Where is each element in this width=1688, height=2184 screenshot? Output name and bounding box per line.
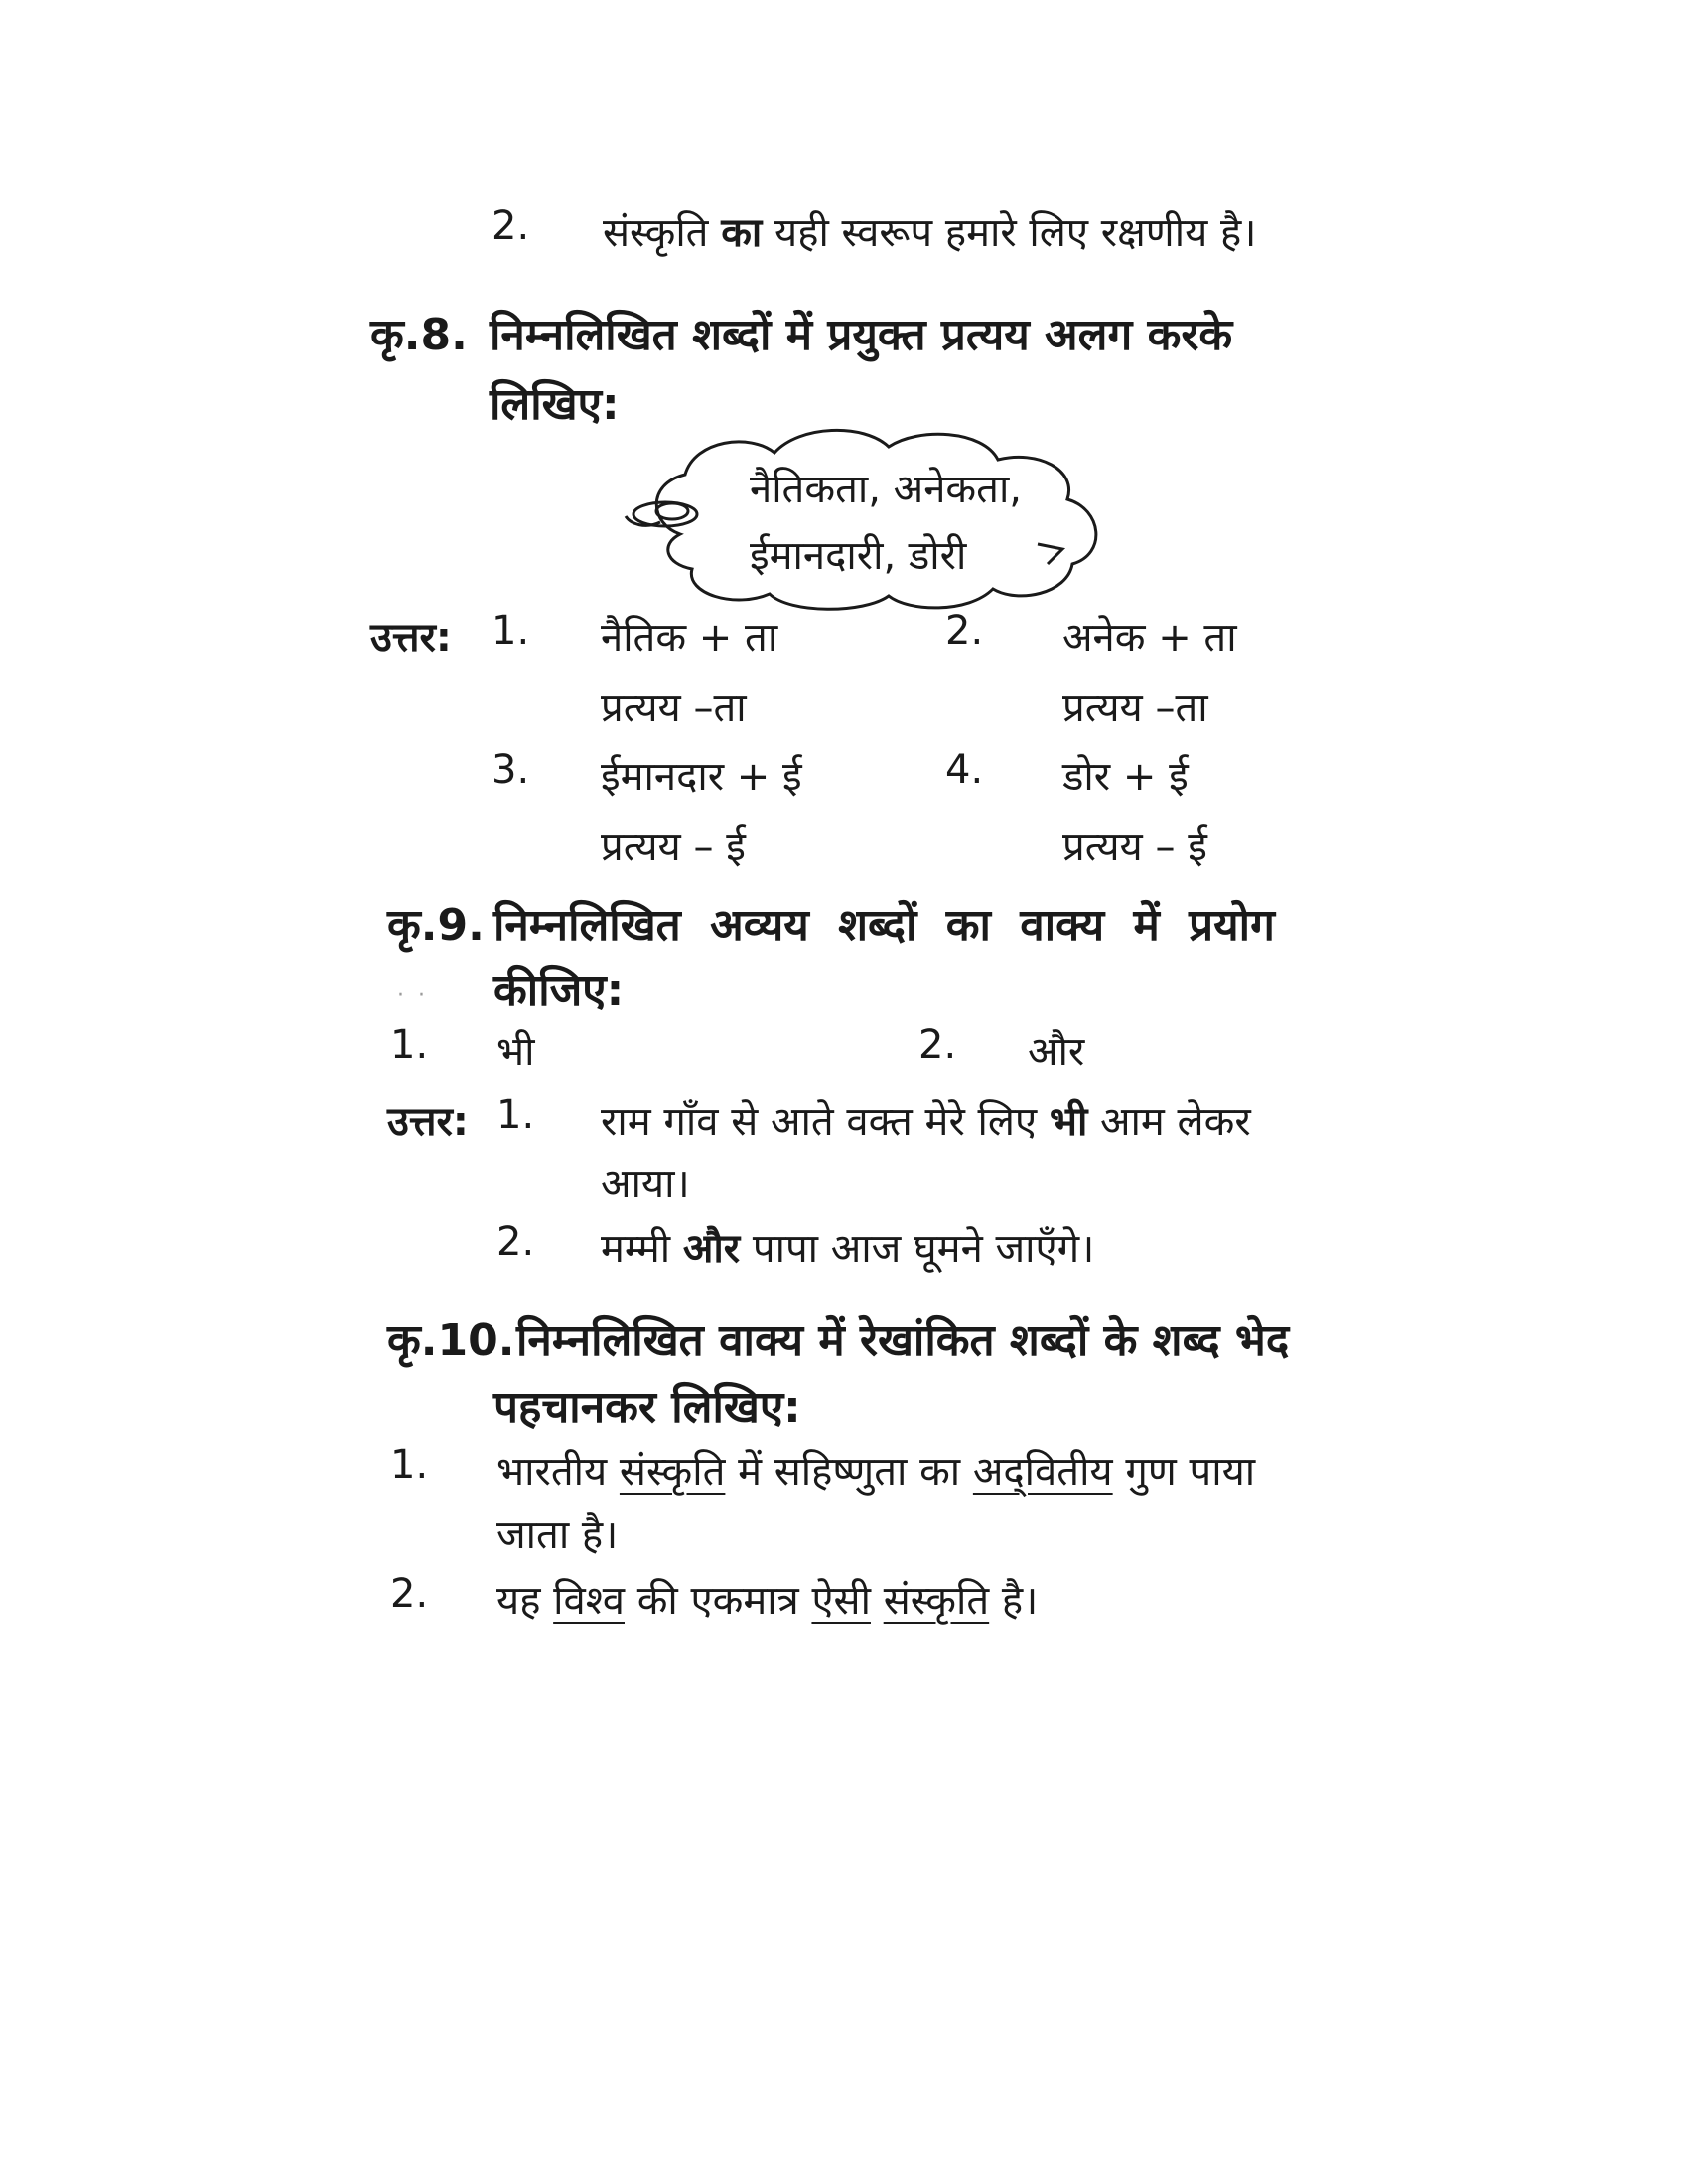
cloud-words-line1: नैतिकता, अनेकता,: [750, 467, 1023, 512]
answer-number: 1.: [492, 609, 530, 654]
cloud-words-line2: ईमानदारी, डोरी: [750, 533, 967, 579]
answer-suffix: प्रत्यय –ता: [601, 685, 747, 731]
sentence-text: भारतीय संस्कृति में सहिष्णुता का अद्‌वितीय गुण पाया: [496, 1449, 1256, 1495]
answer-word: ईमानदार + ई: [601, 754, 802, 800]
answer-word: अनेक + ता: [1062, 615, 1237, 661]
answer-number: 2.: [945, 609, 984, 654]
answer-suffix: प्रत्यय –ता: [1062, 685, 1208, 731]
question-text-line2: लिखिए:: [490, 379, 620, 430]
sentence-text-continued: जाता है।: [496, 1512, 619, 1558]
top-sentence: संस्कृति का यही स्वरूप हमारे लिए रक्षणीय है।: [603, 210, 1257, 256]
question-text-line2: कीजिए:: [493, 965, 625, 1016]
question-number: कृ.9.: [387, 900, 485, 951]
answer-sentence: मम्मी और पापा आज घूमने जाएँगे।: [601, 1226, 1095, 1272]
word-item: और: [1028, 1029, 1085, 1075]
word-number: 2.: [918, 1023, 957, 1068]
answer-number: 4.: [945, 748, 984, 793]
question-text-line1: निम्नलिखित शब्दों में प्रयुक्त प्रत्यय अलग करके: [490, 310, 1233, 360]
sentence-text: यह विश्व की एकमात्र ऐसी संस्कृति है।: [496, 1578, 1039, 1624]
answer-word: डोर + ई: [1062, 754, 1189, 800]
answer-suffix: प्रत्यय – ई: [1062, 824, 1207, 870]
sentence-number: 1.: [390, 1442, 429, 1488]
answer-suffix: प्रत्यय – ई: [601, 824, 746, 870]
answer-sentence: राम गाँव से आते वक्त मेरे लिए भी आम लेकर: [601, 1099, 1251, 1145]
question-text-line1: निम्नलिखित वाक्य में रेखांकित शब्दों के शब्द भेद: [516, 1315, 1290, 1366]
question-text-line2: पहचानकर लिखिए:: [493, 1382, 801, 1433]
answer-label: उत्तर:: [370, 615, 452, 661]
cloud-bubble-icon: [611, 415, 1122, 614]
answer-number: 1.: [496, 1092, 535, 1138]
question-number: कृ.10.: [387, 1315, 515, 1366]
answer-label: उत्तर:: [387, 1099, 469, 1145]
question-number: कृ.8.: [370, 310, 468, 360]
answer-number: 3.: [492, 748, 530, 793]
item-number: 2.: [492, 204, 530, 249]
answer-sentence-continued: आया।: [601, 1161, 690, 1207]
scan-speck: · ·: [397, 983, 425, 1008]
word-number: 1.: [390, 1023, 429, 1068]
question-text-line1: निम्नलिखित अव्यय शब्दों का वाक्य में प्रयोग: [493, 900, 1275, 951]
sentence-number: 2.: [390, 1571, 429, 1617]
word-item: भी: [496, 1029, 535, 1075]
answer-word: नैतिक + ता: [601, 615, 778, 661]
answer-number: 2.: [496, 1219, 535, 1265]
